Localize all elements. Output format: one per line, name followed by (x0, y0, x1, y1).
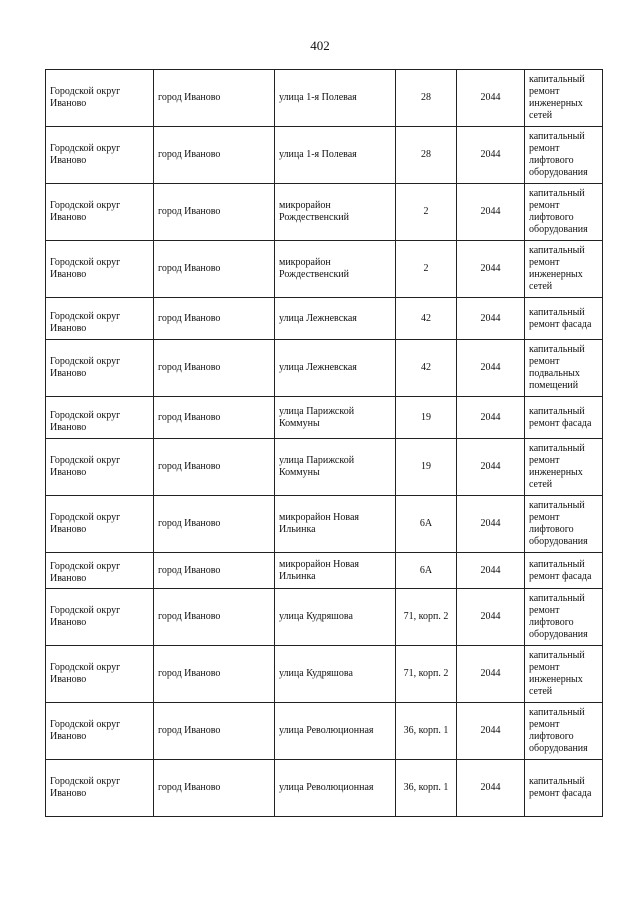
repair-schedule-table (45, 69, 603, 817)
settlement-cell: город Иваново (154, 646, 275, 703)
street-cell: микрорайон Рождественский (275, 184, 396, 241)
municipal-district-cell: Городской округ Иваново (46, 241, 154, 298)
year-cell: 2044 (457, 241, 525, 298)
municipal-district-cell: Городской округ Иваново (46, 589, 154, 646)
work-type-cell: капитальный ремонт инженерных сетей (525, 241, 603, 298)
municipal-district-cell: Городской округ Иваново (46, 496, 154, 553)
table-row (46, 553, 603, 589)
settlement-cell: город Иваново (154, 70, 275, 127)
work-type-cell: капитальный ремонт фасада (525, 760, 603, 817)
year-cell: 2044 (457, 397, 525, 439)
street-cell: улица Лежневская (275, 298, 396, 340)
settlement-cell: город Иваново (154, 589, 275, 646)
house-number-cell: 2 (396, 241, 457, 298)
house-number-cell: 28 (396, 127, 457, 184)
house-number-cell: 42 (396, 340, 457, 397)
house-number-cell: 19 (396, 397, 457, 439)
municipal-district-cell: Городской округ Иваново (46, 298, 154, 340)
municipal-district-cell: Городской округ Иваново (46, 553, 154, 589)
house-number-cell: 6А (396, 496, 457, 553)
house-number-cell: 71, корп. 2 (396, 589, 457, 646)
table-row (46, 127, 603, 184)
settlement-cell: город Иваново (154, 703, 275, 760)
settlement-cell: город Иваново (154, 439, 275, 496)
year-cell: 2044 (457, 703, 525, 760)
year-cell: 2044 (457, 589, 525, 646)
municipal-district-cell: Городской округ Иваново (46, 439, 154, 496)
municipal-district-cell: Городской округ Иваново (46, 397, 154, 439)
year-cell: 2044 (457, 439, 525, 496)
year-cell: 2044 (457, 553, 525, 589)
settlement-cell: город Иваново (154, 397, 275, 439)
settlement-cell: город Иваново (154, 184, 275, 241)
house-number-cell: 36, корп. 1 (396, 703, 457, 760)
work-type-cell: капитальный ремонт фасада (525, 298, 603, 340)
municipal-district-cell: Городской округ Иваново (46, 340, 154, 397)
year-cell: 2044 (457, 760, 525, 817)
work-type-cell: капитальный ремонт инженерных сетей (525, 439, 603, 496)
page-number: 402 (310, 38, 330, 53)
house-number-cell: 42 (396, 298, 457, 340)
house-number-cell: 28 (396, 70, 457, 127)
table-row (46, 703, 603, 760)
settlement-cell: город Иваново (154, 127, 275, 184)
table-row (46, 184, 603, 241)
municipal-district-cell: Городской округ Иваново (46, 70, 154, 127)
street-cell: улица Лежневская (275, 340, 396, 397)
table-row (46, 298, 603, 340)
table-row (46, 589, 603, 646)
municipal-district-cell: Городской округ Иваново (46, 184, 154, 241)
house-number-cell: 2 (396, 184, 457, 241)
work-type-cell: капитальный ремонт фасада (525, 553, 603, 589)
year-cell: 2044 (457, 496, 525, 553)
year-cell: 2044 (457, 646, 525, 703)
table-row (46, 760, 603, 817)
year-cell: 2044 (457, 70, 525, 127)
street-cell: микрорайон Новая Ильинка (275, 553, 396, 589)
table-row (46, 241, 603, 298)
table-row (46, 646, 603, 703)
municipal-district-cell: Городской округ Иваново (46, 127, 154, 184)
house-number-cell: 6А (396, 553, 457, 589)
street-cell: улица Парижской Коммуны (275, 397, 396, 439)
settlement-cell: город Иваново (154, 241, 275, 298)
municipal-district-cell: Городской округ Иваново (46, 646, 154, 703)
table-row (46, 397, 603, 439)
street-cell: улица Революционная (275, 760, 396, 817)
work-type-cell: капитальный ремонт инженерных сетей (525, 646, 603, 703)
house-number-cell: 19 (396, 439, 457, 496)
work-type-cell: капитальный ремонт лифтового оборудования (525, 184, 603, 241)
settlement-cell: город Иваново (154, 340, 275, 397)
street-cell: улица 1-я Полевая (275, 127, 396, 184)
house-number-cell: 71, корп. 2 (396, 646, 457, 703)
municipal-district-cell: Городской округ Иваново (46, 760, 154, 817)
table-row (46, 439, 603, 496)
work-type-cell: капитальный ремонт фасада (525, 397, 603, 439)
table-row (46, 340, 603, 397)
work-type-cell: капитальный ремонт лифтового оборудования (525, 496, 603, 553)
year-cell: 2044 (457, 127, 525, 184)
settlement-cell: город Иваново (154, 496, 275, 553)
street-cell: улица Революционная (275, 703, 396, 760)
street-cell: микрорайон Рождественский (275, 241, 396, 298)
table-row (46, 70, 603, 127)
work-type-cell: капитальный ремонт лифтового оборудования (525, 589, 603, 646)
year-cell: 2044 (457, 298, 525, 340)
street-cell: микрорайон Новая Ильинка (275, 496, 396, 553)
street-cell: улица Кудряшова (275, 589, 396, 646)
work-type-cell: капитальный ремонт лифтового оборудования (525, 127, 603, 184)
work-type-cell: капитальный ремонт инженерных сетей (525, 70, 603, 127)
street-cell: улица Парижской Коммуны (275, 439, 396, 496)
house-number-cell: 36, корп. 1 (396, 760, 457, 817)
municipal-district-cell: Городской округ Иваново (46, 703, 154, 760)
settlement-cell: город Иваново (154, 553, 275, 589)
street-cell: улица 1-я Полевая (275, 70, 396, 127)
settlement-cell: город Иваново (154, 298, 275, 340)
street-cell: улица Кудряшова (275, 646, 396, 703)
work-type-cell: капитальный ремонт подвальных помещений (525, 340, 603, 397)
table-row (46, 496, 603, 553)
year-cell: 2044 (457, 184, 525, 241)
work-type-cell: капитальный ремонт лифтового оборудования (525, 703, 603, 760)
settlement-cell: город Иваново (154, 760, 275, 817)
year-cell: 2044 (457, 340, 525, 397)
